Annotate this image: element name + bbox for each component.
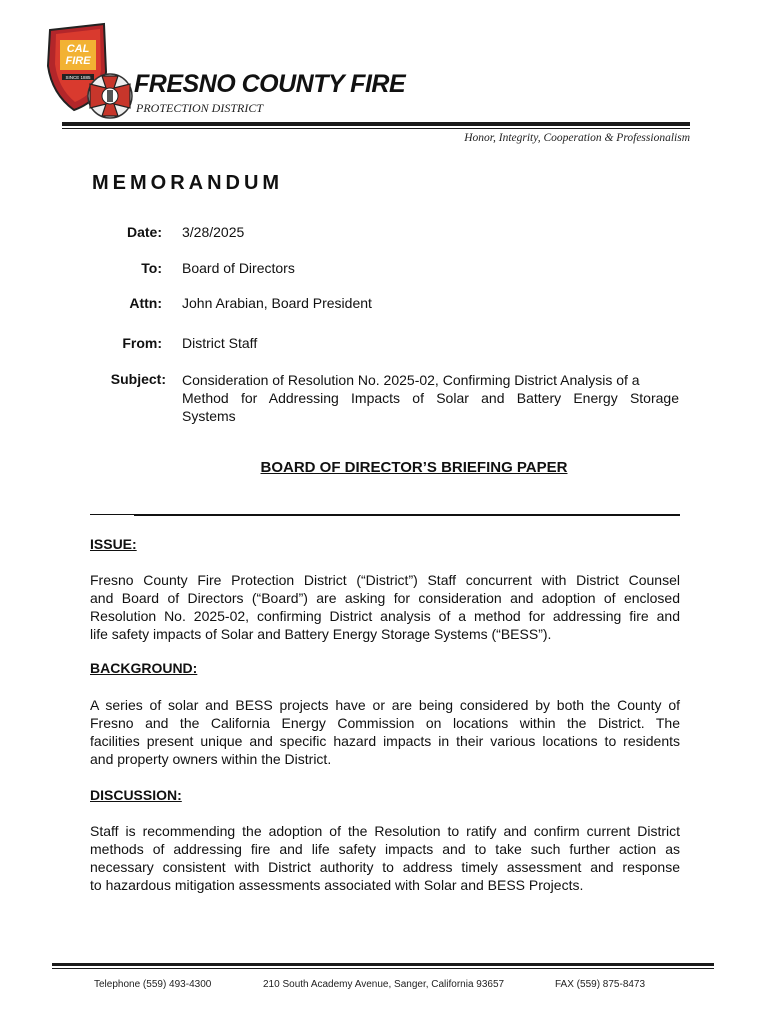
org-name: FRESNO COUNTY FIRE — [134, 70, 406, 98]
paragraph-line: Fresno and the California Energy Commission on locations within the District. The — [90, 715, 680, 731]
section-divider — [134, 514, 680, 516]
logo-fire-text: FIRE — [65, 55, 91, 67]
subject-text — [182, 371, 679, 425]
section-divider-short — [90, 514, 134, 515]
subject-line: Systems — [182, 408, 236, 424]
from-label: From: — [122, 335, 162, 351]
paragraph-line: life safety impacts of Solar and Battery Energy Storage Systems (“BESS”). — [90, 626, 552, 642]
briefing-title: BOARD OF DIRECTOR’S BRIEFING PAPER — [260, 459, 568, 476]
letterhead-rule-thin — [62, 128, 690, 129]
attn-value: John Arabian, Board President — [182, 295, 372, 311]
district-logo — [44, 22, 140, 122]
footer-fax: FAX (559) 875-8473 — [555, 979, 646, 990]
letterhead-rule — [62, 122, 690, 126]
paragraph-line: methods of addressing fire and life safety impacts and to take such further action as — [90, 841, 680, 857]
attn-label: Attn: — [129, 295, 162, 311]
paragraph-line: Fresno County Fire Protection District (“District”) Staff concurrent with District Counsel — [90, 572, 680, 588]
logo-since-text: SINCE 1885 — [65, 75, 91, 80]
logo-cal-text: CAL — [66, 43, 90, 55]
issue-heading: ISSUE: — [90, 536, 137, 552]
paragraph-line: to hazardous mitigation assessments associated with Solar and BESS Projects. — [90, 877, 584, 893]
footer-address: 210 South Academy Avenue, Sanger, California 93657 — [263, 979, 505, 990]
background-heading: BACKGROUND: — [90, 660, 198, 676]
paragraph-line: and Board of Directors (“Board”) are asking for consideration and adoption of enclosed — [90, 590, 680, 606]
paragraph-line: necessary consistent with District authority to address timely assessment and response — [90, 859, 680, 875]
from-value: District Staff — [182, 335, 258, 351]
motto: Honor, Integrity, Cooperation & Professionalism — [464, 132, 690, 144]
paragraph-line: facilities present unique and specific hazard impacts in their various locations to residents — [90, 733, 680, 749]
memo-title: MEMORANDUM — [92, 172, 284, 194]
subject-label: Subject: — [110, 371, 166, 387]
paragraph-line: Staff is recommending the adoption of the Resolution to ratify and confirm current District — [90, 823, 680, 839]
cal-fire-and-fresno-fire-district-badges-icon — [44, 22, 140, 122]
footer-rule-thin — [52, 968, 714, 969]
date-label: Date: — [126, 224, 162, 240]
footer-rule — [52, 963, 714, 966]
to-label: To: — [141, 260, 162, 276]
subject-line: Method for Addressing Impacts of Solar and Battery Energy Storage — [182, 390, 679, 406]
to-value: Board of Directors — [182, 260, 295, 276]
paragraph-line: and property owners within the District. — [90, 751, 332, 767]
background-paragraph — [90, 696, 680, 768]
paragraph-line: A series of solar and BESS projects have or are being considered by both the County of — [90, 697, 680, 713]
footer-telephone: Telephone (559) 493-4300 — [94, 979, 212, 990]
discussion-paragraph — [90, 822, 680, 894]
org-subtitle: PROTECTION DISTRICT — [136, 101, 264, 115]
issue-paragraph — [90, 571, 680, 643]
paragraph-line: Resolution No. 2025-02, confirming District analysis of a method for addressing fire and — [90, 608, 680, 624]
date-value: 3/28/2025 — [182, 224, 245, 240]
subject-line: Consideration of Resolution No. 2025-02, Confirming District Analysis of a — [182, 372, 640, 388]
discussion-heading: DISCUSSION: — [90, 787, 182, 803]
